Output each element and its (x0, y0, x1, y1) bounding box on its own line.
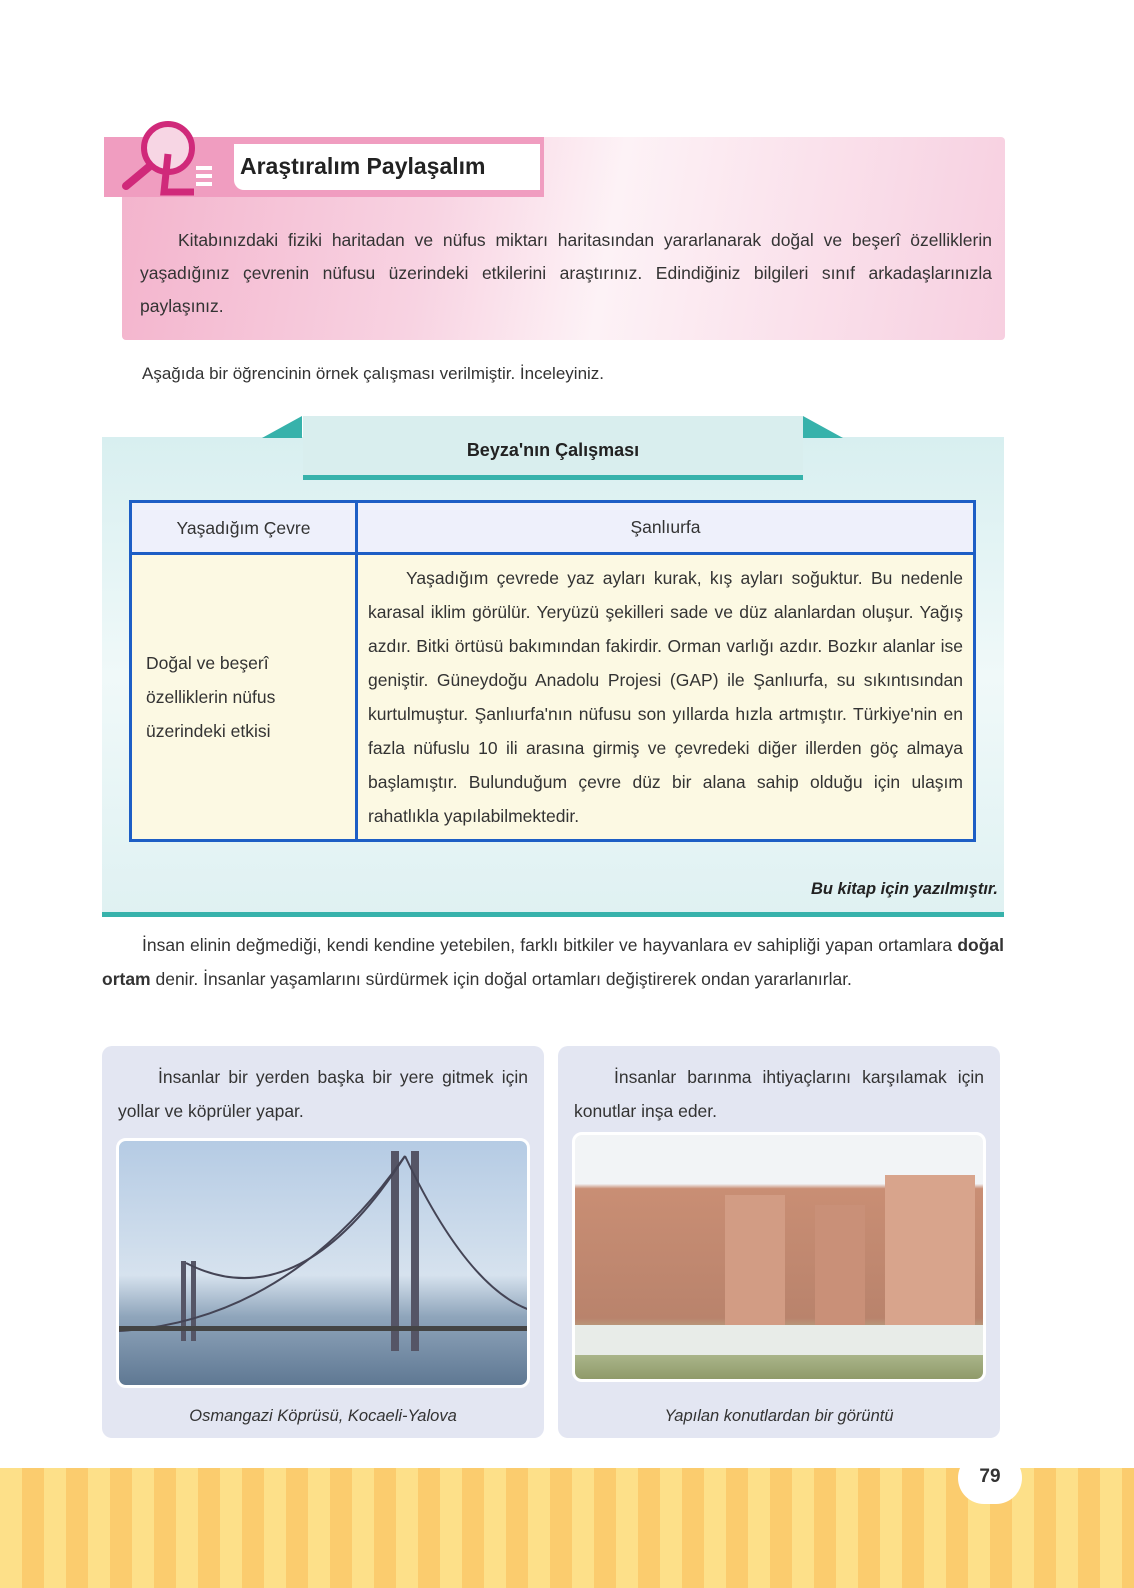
intro-text: Aşağıda bir öğrencinin örnek çalışması verilmiştir. İnceleyiniz. (142, 364, 605, 383)
housing-photo (572, 1132, 986, 1382)
table-cell-label: Doğal ve beşerî özelliklerin nüfus üzerindeki etkisi (131, 554, 357, 841)
photo-caption: Osmangazi Köprüsü, Kocaeli-Yalova (189, 1407, 457, 1425)
photo-caption: Yapılan konutlardan bir görüntü (664, 1407, 894, 1425)
table-header-cell: Şanlıurfa (357, 502, 975, 554)
bridge-photo (116, 1138, 530, 1388)
term-bold: doğal ortam (102, 935, 1004, 989)
card-bridge (102, 1046, 544, 1438)
tab-corner-left (262, 416, 302, 438)
table-row (131, 554, 975, 841)
text: denir. İnsanlar yaşamlarını sürdürmek için doğal ortamları değiştirerek ondan yararlanırlar. (150, 969, 852, 989)
research-text: Kitabınızdaki fiziki haritadan ve nüfus miktarı haritasından yararlanarak doğal ve beşerî özelliklerin yaşadığınız çevrenin nüfusu üzerindeki etkilerini araştırınız. Edindiğiniz bilgileri sınıf arkadaşlarınızla paylaşınız. (140, 230, 992, 316)
text: İnsan elinin değmediği, kendi kendine yetebilen, farklı bitkiler ve hayvanlara ev sahipliği yapan ortamlara (142, 935, 958, 955)
tab-corner-right (803, 416, 843, 438)
student-work-title: Beyza'nın Çalışması (303, 416, 803, 480)
magnifier-icon (118, 114, 218, 206)
source-note: Bu kitap için yazılmıştır. (810, 880, 998, 898)
card-housing (558, 1046, 1000, 1438)
card-text: İnsanlar barınma ihtiyaçlarını karşılamak için konutlar inşa eder. (574, 1067, 984, 1121)
table-cell-text: Yaşadığım çevrede yaz ayları kurak, kış ayları soğuktur. Bu nedenle karasal iklim görülür. Yeryüzü şekilleri sade ve düz alanlardan oluşur. Yağış azdır. Bitki örtüsü bakımından fakirdir. Orman varlığı azdır. Bozkır alanlar ise geniştir. Güneydoğu Anadolu Projesi (GAP) ile Şanlıurfa, su sıkıntısından kurtulmuştur. Şanlıurfa'nın nüfusu son yıllarda hızla artmıştır. Türkiye'nin en fazla nüfuslu 10 ili arasına girmiş ve çevredeki diğer illerden göç almaya başlamıştır. Bulunduğum çevre düz bir alana sahip olduğu için ulaşım rahatlıkla yapılabilmektedir. (357, 554, 975, 841)
student-work-table (129, 500, 976, 842)
table-header-row (131, 502, 975, 554)
card-text: İnsanlar bir yerden başka bir yere gitmek için yollar ve köprüler yapar. (118, 1067, 528, 1121)
divider (102, 912, 1004, 917)
body-paragraph (102, 928, 1004, 996)
page-number: 79 (958, 1452, 1022, 1504)
section-title: Araştıralım Paylaşalım (234, 144, 540, 190)
table-header-cell: Yaşadığım Çevre (131, 502, 357, 554)
